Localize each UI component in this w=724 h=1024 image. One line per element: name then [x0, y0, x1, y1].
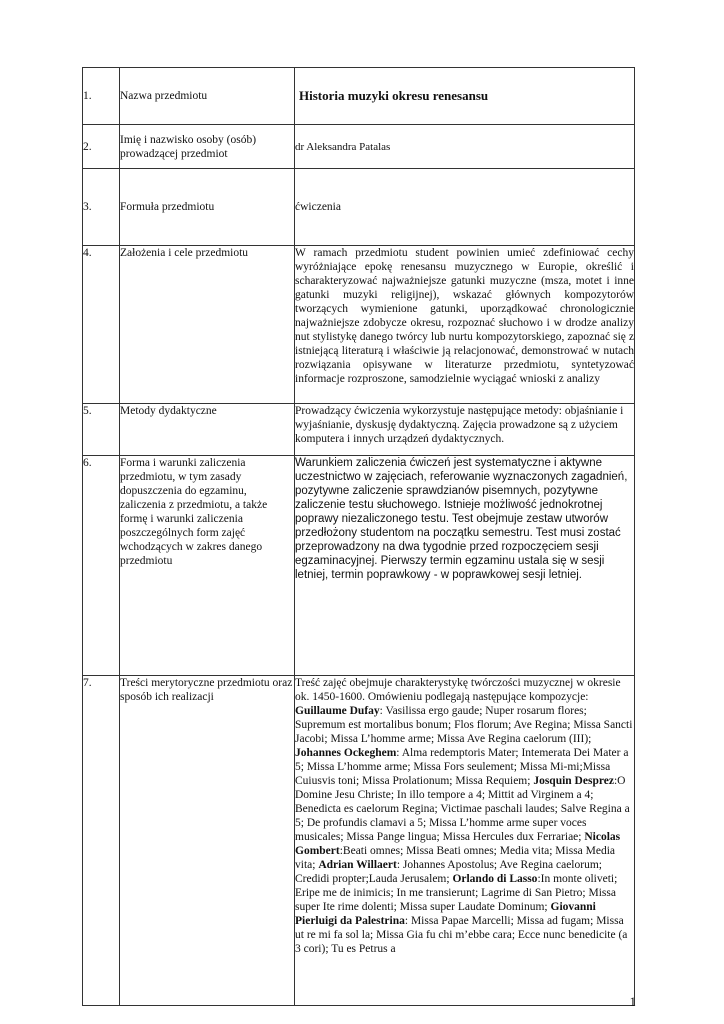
- course-content: [295, 676, 635, 1006]
- table-row: [83, 246, 635, 404]
- content-text: : Missa Papae Marcelli; Missa ad fugam; Missa ut re mi fa sol la; Missa Gia fu chi m’ebbe cara; Ecce nunc benedicite (a 3 cori); Tu es Petrus a: [295, 915, 628, 955]
- composer-name: Johannes Ockeghem: [295, 747, 397, 759]
- content-text: :In monte oliveti; Eripe me de inimicis; In me transierunt; Lagrime di San Pietro; Missa super Ite rime dolenti; Missa super Laudate Dominum;: [295, 873, 618, 913]
- row-label: Imię i nazwisko osoby (osób) prowadzącej przedmiot: [120, 125, 295, 169]
- course-goals: W ramach przedmiotu student powinien umieć zdefiniować cechy wyróżniające epokę renesansu muzycznego w Europie, określić i scharakteryzować najważniejsze gatunki muzyczne (msza, motet i inne gatunki muzyki religijnej), wskazać głównych kompozytorów tworzących wymienione gatunki, uporządkować chronologicznie najważniejsze zdobycze okresu, rozpoznać słuchowo i w drodze analizy nut stylistykę danego twórcy lub nurtu kompozytorskiego, zapoznać się z istniejącą literaturą i właściwie ją relacjonować, demonstrować w nutach rozwiązania opisywane w literaturze przedmiotu, syntetyzować informacje rozproszone, samodzielnie wyciągać wnioski z analizy: [295, 246, 635, 404]
- assessment-conditions: Warunkiem zaliczenia ćwiczeń jest systematyczne i aktywne uczestnictwo w zajęciach, referowanie wyznaczonych zagadnień, pozytywne zaliczenie sprawdzianów pisemnych, pozytywne zaliczenie testu słuchowego. Istnieje możliwość jednokrotnej poprawy niezaliczonego testu. Test obejmuje zestaw utworów przedłożony studentom na początku semestru. Test musi zostać przeprowadzony na dwa tygodnie przed rozpoczęciem sesji egzaminacyjnej. Pierwszy termin egzaminu ustala się w sesji letniej, termin poprawkowy - w poprawkowej sesji letniej.: [295, 456, 635, 676]
- row-label: Założenia i cele przedmiotu: [120, 246, 295, 404]
- table-row: [83, 404, 635, 456]
- row-number: 5.: [83, 404, 120, 456]
- instructor-name: dr Aleksandra Patalas: [295, 125, 635, 169]
- table-row: [83, 169, 635, 246]
- row-label: Forma i warunki zaliczenia przedmiotu, w tym zasady dopuszczenia do egzaminu, zaliczenia z przedmiotu, a także formę i warunki zaliczenia poszczególnych form zajęć wchodzących w zakres danego przedmiotu: [120, 456, 295, 676]
- syllabus-table: [82, 67, 635, 1006]
- content-text: :O Domine Jesu Christe; In illo tempore a 4; Mittit ad Virginem a 4; Benedicta es caelorum Regina; Victimae paschali laudes; Salve Regina a 5; De profundis clamavi a 5; Missa L’homme arme super voces musicales; Missa Pange lingua; Missa Hercules dux Ferrariae;: [295, 775, 630, 843]
- content-text: : Vasilissa ergo gaude; Nuper rosarum flores; Supremum est mortalibus bonum; Flos florum; Ave Regina; Missa Sancti Jacobi; Missa L’homme arme; Missa Ave Regina caelorum (III);: [295, 705, 633, 745]
- content-text: : Johannes Apostolus; Ave Regina caelorum; Credidi propter;Lauda Jerusalem;: [295, 859, 602, 885]
- teaching-methods: Prowadzący ćwiczenia wykorzystuje następujące metody: objaśnianie i wyjaśnianie, dyskusję dydaktyczną. Zajęcia prowadzone są z użyciem komputera i innych urządzeń dydaktycznych.: [295, 404, 635, 456]
- table-row: [83, 676, 635, 1006]
- row-number: 3.: [83, 169, 120, 246]
- composer-name: Adrian Willaert: [318, 859, 397, 871]
- content-text: : Alma redemptoris Mater; Intemerata Dei Mater a 5; Missa L’homme arme; Missa Fors seulement; Missa Mi-mi;Missa Cuiusvis toni; Missa Prolationum; Missa Requiem;: [295, 747, 629, 787]
- row-number: 6.: [83, 456, 120, 676]
- table-row: [83, 125, 635, 169]
- row-number: 2.: [83, 125, 120, 169]
- row-label: Formuła przedmiotu: [120, 169, 295, 246]
- course-title: Historia muzyki okresu renesansu: [295, 68, 635, 125]
- row-number: 7.: [83, 676, 120, 1006]
- composer-name: Josquin Desprez: [533, 775, 614, 787]
- row-number: 1.: [83, 68, 120, 125]
- row-label: Metody dydaktyczne: [120, 404, 295, 456]
- row-number: 4.: [83, 246, 120, 404]
- composer-name: Guillaume Dufay: [295, 705, 380, 717]
- content-text: Treść zajęć obejmuje charakterystykę twórczości muzycznej w okresie ok. 1450-1600. Omówieniu podlegają następujące kompozycje:: [295, 677, 621, 703]
- content-text: :Beati omnes; Missa Beati omnes; Media vita; Missa Media vita;: [295, 845, 616, 871]
- table-row: [83, 68, 635, 125]
- composer-name: Nicolas Gombert: [295, 831, 621, 857]
- row-label: Treści merytoryczne przedmiotu oraz sposób ich realizacji: [120, 676, 295, 1006]
- composer-name: Giovanni Pierluigi da Palestrina: [295, 901, 596, 927]
- row-label: Nazwa przedmiotu: [120, 68, 295, 125]
- composer-name: Orlando di Lasso: [452, 873, 538, 885]
- page-number: 1: [629, 994, 636, 1009]
- table-row: [83, 456, 635, 676]
- course-format: ćwiczenia: [295, 169, 635, 246]
